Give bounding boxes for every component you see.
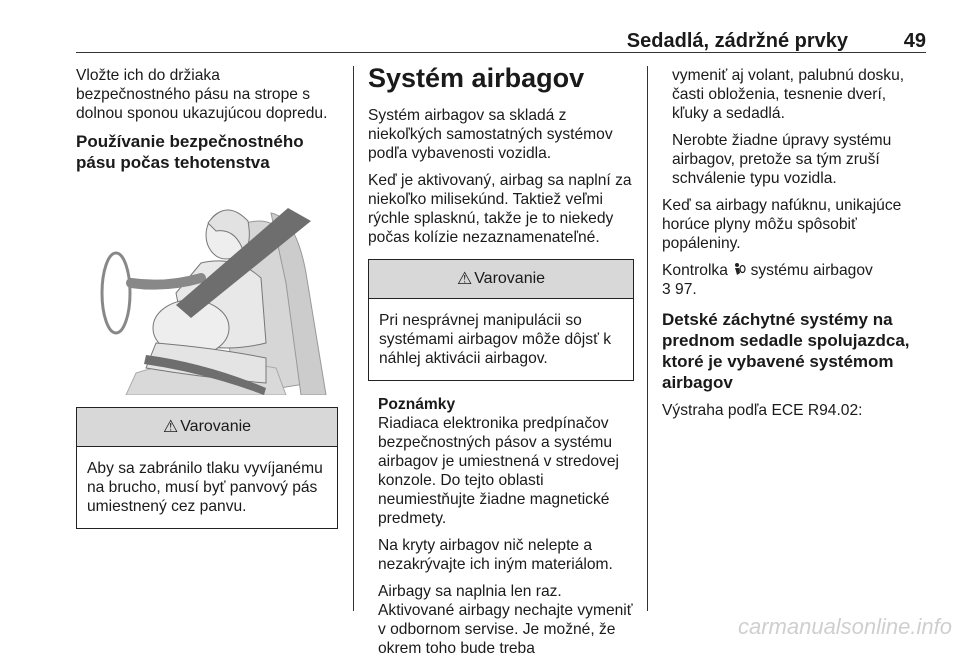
note-block	[368, 395, 634, 658]
note-label: Poznámky	[378, 396, 456, 413]
text-segment: systému airbagov	[750, 262, 873, 279]
section-heading: Používanie bezpečnostného pásu počas tehotenstva	[76, 132, 304, 172]
column-middle	[368, 63, 634, 666]
note-text: Riadiaca elektronika predpínačov bezpečnostných pásov a systému airbagov je umiestnená v stredovej konzole. Do tejto oblasti neumiestňujte žiadne magnetické predmety.	[378, 415, 619, 527]
warning-box	[76, 407, 338, 529]
column-divider-2	[647, 66, 648, 611]
paragraph: Systém airbagov sa skladá z niekoľkých samostatných systémov podľa vybavenosti vozidla.	[368, 107, 613, 162]
page-reference[interactable]: 97.	[675, 281, 697, 298]
paragraph: Vložte ich do držiaka bezpečnostného pásu na strope s dolnou sponou ukazujúcou dopredu.	[76, 67, 328, 122]
header-rule	[76, 52, 926, 53]
column-left	[76, 66, 338, 529]
paragraph: Výstraha podľa ECE R94.02:	[662, 402, 863, 419]
watermark: carmanualsonline.info	[737, 614, 952, 639]
column-divider-1	[353, 66, 354, 611]
column-right	[662, 66, 926, 428]
warning-body	[369, 299, 633, 380]
text-segment: Kontrolka	[662, 262, 728, 279]
section-title: Sedadlá, zádržné prvky	[626, 30, 848, 52]
warning-header	[369, 260, 633, 299]
page-number: 49	[903, 30, 926, 52]
page-header	[76, 30, 926, 52]
warning-body	[77, 447, 337, 528]
warning-box	[368, 259, 634, 381]
warning-label: Varovanie	[180, 418, 252, 435]
warning-icon: ⚠	[456, 269, 473, 288]
note-text: Airbagy sa naplnia len raz. Aktivované airbagy nechajte vymeniť v odbornom servise. Je možné, že okrem toho bude treba	[378, 583, 633, 657]
airbag-warning-icon	[732, 262, 746, 276]
warning-icon: ⚠	[162, 417, 179, 436]
warning-header	[77, 408, 337, 447]
pregnant-seatbelt-illustration	[76, 183, 338, 395]
warning-label: Varovanie	[474, 270, 546, 287]
page-ref-arrow-icon: 3	[662, 281, 671, 298]
note-text: Nerobte žiadne úpravy systému airbagov, pretože sa tým zruší schválenie typu vozidla.	[672, 132, 892, 187]
paragraph: Keď sa airbagy nafúknu, unikajúce horúce plyny môžu spôsobiť popáleniny.	[662, 197, 902, 252]
warning-text: Aby sa zabránilo tlaku vyvíjanému na brucho, musí byť panvový pás umiestnený cez panvu.	[87, 460, 323, 515]
note-text: vymeniť aj volant, palubnú dosku, časti obloženia, tesnenie dverí, kľuky a sedadlá.	[672, 67, 905, 122]
warning-text: Pri nesprávnej manipulácii so systémami airbagov môže dôjsť k náhlej aktivácii airbagov.	[379, 312, 612, 367]
note-continuation	[662, 66, 926, 188]
paragraph: Keď je aktivovaný, airbag sa naplní za niekoľko milisekúnd. Taktiež veľmi rýchle splasknú, takže je to niekedy počas kolízie nezaznamenateľné.	[368, 172, 632, 246]
note-text: Na kryty airbagov nič nelepte a nezakrývajte ich iným materiálom.	[378, 537, 613, 573]
paragraph	[662, 261, 926, 299]
section-heading: Detské záchytné systémy na prednom sedadle spolujazdca, ktoré je vybavené systémom airbagov	[662, 310, 910, 392]
chapter-heading: Systém airbagov	[368, 63, 585, 93]
